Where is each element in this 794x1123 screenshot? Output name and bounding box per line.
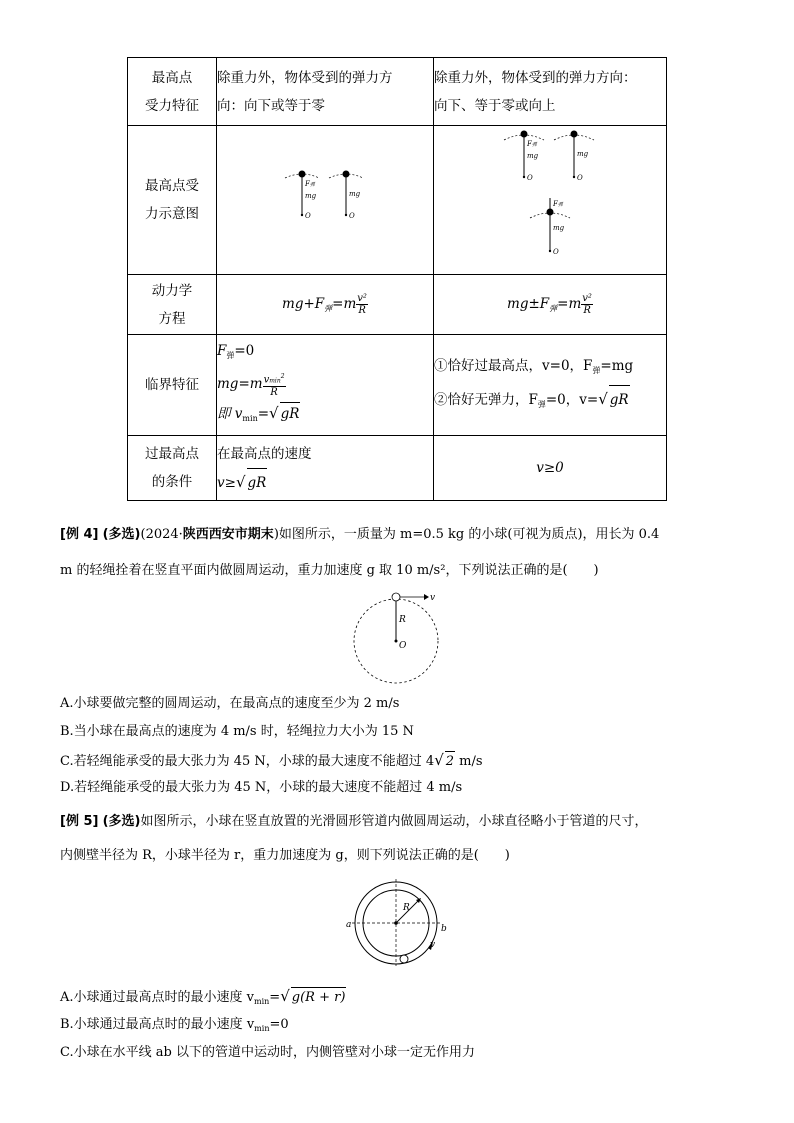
math-text: ①恰好过最高点，v=0，F — [434, 357, 593, 374]
svg-text:F弹: F弹 — [305, 180, 315, 188]
example-5-stem-line-2: 内侧壁半径为 R，小球半径为 r，重力加速度为 g，则下列说法正确的是( ) — [60, 848, 510, 863]
force-diagram-rope — [217, 126, 434, 270]
denominator: R — [358, 305, 366, 316]
row-label — [128, 126, 217, 275]
sqrt-content: gR — [280, 402, 301, 425]
dynamics-equation-rope — [217, 275, 434, 335]
denominator: R — [583, 305, 591, 316]
sqrt-content: gR — [247, 468, 268, 497]
option-b — [60, 1015, 289, 1039]
critical-rope — [217, 335, 434, 436]
critical-line-2 — [217, 367, 433, 402]
label-line: 方程 — [158, 310, 186, 327]
eq-sub: 弹 — [549, 304, 558, 313]
option-a: A.小球要做完整的圆周运动，在最高点的速度至少为 2 m/s — [60, 696, 400, 711]
svg-text:O: O — [553, 248, 559, 256]
source-name: 陕西西安市期末 — [182, 527, 274, 542]
critical-line-1 — [217, 340, 433, 367]
svg-text:mg: mg — [349, 190, 361, 198]
table-row — [128, 275, 667, 335]
sqrt-content: g(R + r) — [291, 987, 347, 1008]
math-sub: 弹 — [226, 350, 235, 360]
fraction — [356, 293, 368, 316]
fraction — [263, 371, 286, 398]
condition-rope — [217, 436, 434, 501]
math-text: =0 — [269, 1017, 289, 1032]
critical-line-2: ②恰好无弹力，$F_弹=0$，v=√ gR — [434, 385, 666, 419]
point-b-label: b — [441, 924, 447, 934]
cell-line: 向：向下或等于零 — [217, 97, 325, 114]
cell-light-rope — [217, 58, 434, 126]
option-text: A.小球通过最高点时的最小速度 v — [60, 990, 254, 1005]
critical-line-1 — [434, 352, 666, 385]
label-line: 过最高点 — [145, 446, 199, 462]
table-row — [128, 436, 667, 501]
table-row — [128, 58, 667, 126]
table-row — [128, 335, 667, 436]
numerator: v² — [582, 293, 592, 304]
multi-select-tag: (多选) — [102, 527, 141, 542]
pipe-circle-figure — [342, 876, 452, 966]
example-4-stem — [60, 525, 760, 545]
velocity-label: v — [430, 940, 436, 950]
cell-line: 除重力外，物体受到的弹力方向： — [434, 69, 637, 86]
math-text: =0 — [234, 342, 255, 359]
math-text: 即 v — [217, 406, 243, 423]
math-text: ②恰好无弹力，F — [434, 391, 538, 408]
sqrt-content: gR — [609, 385, 630, 414]
svg-text:O: O — [527, 174, 533, 182]
example-4-stem-line-2: m 的轻绳拴着在竖直平面内做圆周运动，重力加速度 g 取 10 m/s²，下列说法正确的是( ) — [60, 563, 599, 578]
num-sub: min — [269, 377, 281, 385]
math-text: = — [269, 990, 281, 1005]
svg-text:O: O — [305, 212, 311, 220]
numerator — [263, 371, 286, 387]
eq-sub: 弹 — [324, 304, 333, 313]
label-line: 临界特征 — [145, 377, 199, 393]
math-sub: min — [254, 1024, 270, 1033]
num-var: v — [263, 374, 270, 386]
option-c: C.小球在水平线 ab 以下的管道中运动时，内侧管壁对小球一定无作用力 — [60, 1045, 475, 1060]
radius-label: R — [399, 615, 406, 625]
radius-label: R — [403, 903, 410, 913]
eq-lhs: mg±F — [507, 296, 550, 312]
math-sub: 弹 — [592, 365, 601, 375]
condition-rod: v≥0 — [434, 436, 667, 501]
cell-line: 向下、等于零或向上 — [434, 97, 556, 114]
svg-text:mg: mg — [527, 152, 539, 160]
math-text: =0，v= — [545, 391, 599, 408]
math-text: F — [217, 342, 227, 359]
center-label: O — [399, 641, 407, 651]
option-text: B.小球通过最高点时的最小速度 v — [60, 1017, 255, 1032]
fraction — [581, 293, 593, 316]
comparison-table — [127, 57, 667, 501]
math-text: v≥ — [217, 474, 236, 491]
label-line: 动力学 — [151, 282, 193, 299]
label-line: 受力特征 — [145, 97, 199, 114]
label-line: 力示意图 — [145, 206, 199, 222]
option-d: D.若轻绳能承受的最大张力为 45 N，小球的最大速度不能超过 4 m/s — [60, 780, 463, 795]
svg-text:F弹: F弹 — [553, 200, 563, 208]
svg-text:O: O — [577, 174, 583, 182]
row-label — [128, 436, 217, 501]
eq-mid: =m — [557, 296, 582, 312]
stem-line: 如图所示，一质量为 m=0.5 kg 的小球(可视为质点)，用长为 0.4 — [278, 527, 660, 542]
svg-text:mg: mg — [553, 224, 565, 232]
force-diagram-rod — [434, 126, 667, 270]
svg-text:O: O — [349, 212, 355, 220]
critical-line-3: 即 $v_{min}=√$ gR — [217, 404, 300, 424]
row-label — [128, 275, 217, 335]
sqrt-content: 2 — [445, 751, 455, 772]
eq-mid: =m — [332, 296, 357, 312]
multi-select-tag: (多选) — [102, 814, 141, 829]
math-sub: 弹 — [537, 399, 546, 409]
source-suffix: ) — [273, 527, 279, 542]
velocity-label: v — [430, 593, 436, 603]
point-a-label: a — [346, 920, 352, 930]
math-sub: min — [254, 997, 270, 1006]
num-sup: 2 — [280, 372, 285, 380]
label-line: 最高点 — [151, 69, 193, 86]
example-5-stem — [60, 812, 760, 832]
cond-line: v≥√ gR — [217, 468, 433, 497]
math-text: = — [257, 406, 270, 423]
table-row — [128, 126, 667, 275]
numerator: v² — [357, 293, 367, 304]
cond-line: 在最高点的速度 — [217, 445, 312, 462]
unit: m/s — [455, 754, 483, 769]
circle-rope-figure — [340, 586, 450, 686]
label-line: 最高点受 — [145, 178, 199, 194]
math-sub: min — [242, 414, 258, 424]
example-tag: [例 5] — [60, 814, 99, 829]
cell-line: 除重力外，物体受到的弹力方 — [217, 69, 393, 86]
svg-text:F弹: F弹 — [527, 140, 537, 148]
math-text: =mg — [600, 357, 634, 374]
svg-text:mg: mg — [305, 192, 317, 200]
row-label — [128, 58, 217, 126]
cell-light-rod — [434, 58, 667, 126]
row-label — [128, 335, 217, 436]
label-line: 的条件 — [151, 474, 193, 490]
option-text: C.若轻绳能承受的最大张力为 45 N，小球的最大速度不能超过 4 — [60, 754, 435, 769]
example-tag: [例 4] — [60, 527, 99, 542]
eq-lhs: mg+F — [282, 296, 325, 312]
option-b: B.当小球在最高点的速度为 4 m/s 时，轻绳拉力大小为 15 N — [60, 724, 414, 739]
option-a: A.小球通过最高点时的最小速度 $v_{min}=√$ g(R + r) — [60, 987, 346, 1006]
critical-rod — [434, 335, 667, 436]
option-c: C.若轻绳能承受的最大张力为 45 N，小球的最大速度不能超过 4√ 2 m/s — [60, 750, 483, 772]
svg-text:mg: mg — [577, 150, 589, 158]
math-text: mg=m — [217, 376, 263, 392]
force-diagram-rope-cell — [217, 126, 434, 275]
source-prefix: (2024· — [140, 527, 183, 542]
stem-line: 如图所示，小球在竖直放置的光滑圆形管道内做圆周运动，小球直径略小于管道的尺寸， — [140, 814, 648, 829]
force-diagram-rod-cell — [434, 126, 667, 275]
denominator: R — [270, 387, 278, 399]
dynamics-equation-rod — [434, 275, 667, 335]
